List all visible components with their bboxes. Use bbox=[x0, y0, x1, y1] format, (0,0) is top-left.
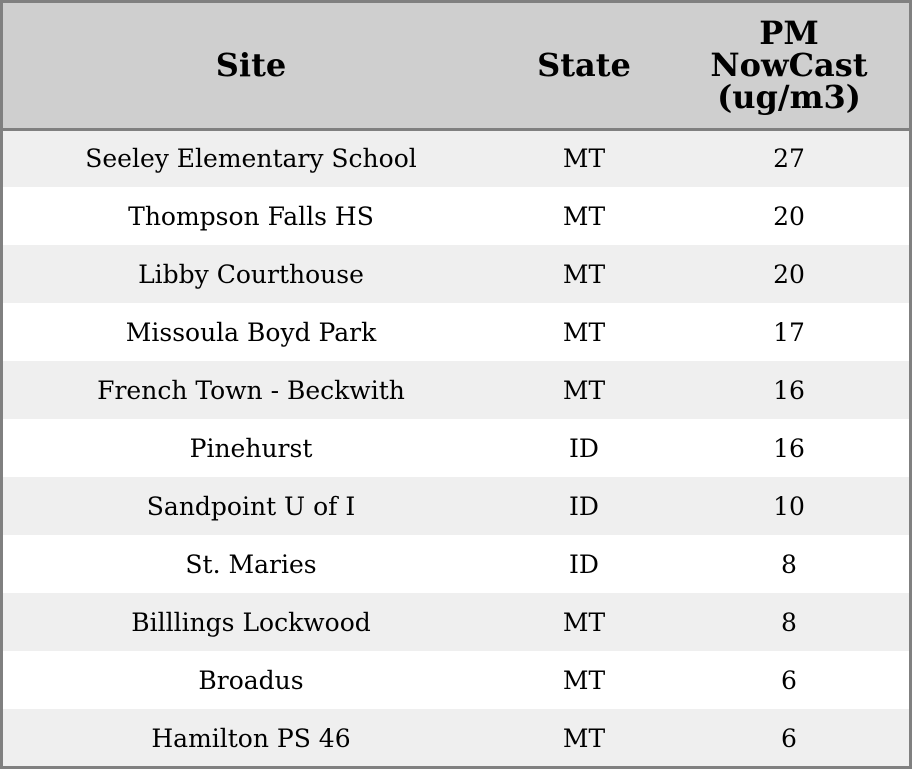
cell-pm: 16 bbox=[773, 375, 805, 405]
table-row bbox=[3, 593, 909, 651]
cell-pm: 10 bbox=[773, 491, 805, 521]
cell-site: St. Maries bbox=[185, 549, 317, 579]
header-pm-line-1: PM bbox=[759, 14, 819, 53]
header-pm-line-3: (ug/m3) bbox=[717, 78, 861, 117]
table-row bbox=[3, 361, 909, 419]
cell-pm: 6 bbox=[781, 665, 797, 695]
table-row bbox=[3, 709, 909, 767]
table-row bbox=[3, 303, 909, 361]
table-header bbox=[3, 3, 909, 129]
cell-state: MT bbox=[562, 317, 606, 347]
table-row bbox=[3, 535, 909, 593]
cell-pm: 16 bbox=[773, 433, 805, 463]
cell-pm: 6 bbox=[781, 723, 797, 753]
header-pm-nowcast bbox=[669, 3, 909, 129]
table-body bbox=[3, 129, 909, 767]
cell-site: Thompson Falls HS bbox=[128, 201, 374, 231]
cell-pm: 8 bbox=[781, 607, 797, 637]
cell-pm: 8 bbox=[781, 549, 797, 579]
pm-nowcast-table bbox=[3, 3, 909, 767]
cell-state: ID bbox=[569, 433, 599, 463]
table-row bbox=[3, 129, 909, 187]
table-row bbox=[3, 187, 909, 245]
cell-state: MT bbox=[562, 144, 606, 174]
cell-pm: 20 bbox=[773, 201, 805, 231]
table-row bbox=[3, 419, 909, 477]
cell-state: MT bbox=[562, 607, 606, 637]
cell-state: MT bbox=[562, 201, 606, 231]
cell-state: MT bbox=[562, 375, 606, 405]
header-site: Site bbox=[3, 3, 499, 129]
table-row bbox=[3, 245, 909, 303]
cell-pm: 20 bbox=[773, 259, 805, 289]
cell-site: Libby Courthouse bbox=[138, 259, 364, 289]
cell-site: Broadus bbox=[198, 665, 304, 695]
cell-site: Missoula Boyd Park bbox=[125, 317, 377, 347]
cell-state: ID bbox=[569, 549, 599, 579]
cell-pm: 27 bbox=[773, 144, 805, 174]
cell-state: MT bbox=[562, 259, 606, 289]
header-pm-line-2: NowCast bbox=[710, 46, 868, 85]
cell-site: Hamilton PS 46 bbox=[151, 723, 351, 753]
cell-state: MT bbox=[562, 723, 606, 753]
cell-site: Seeley Elementary School bbox=[85, 144, 417, 174]
cell-state: MT bbox=[562, 665, 606, 695]
cell-pm: 17 bbox=[773, 317, 805, 347]
cell-site: Billlings Lockwood bbox=[131, 607, 371, 637]
cell-site: Sandpoint U of I bbox=[146, 491, 356, 521]
cell-state: ID bbox=[569, 491, 599, 521]
cell-site: Pinehurst bbox=[189, 433, 313, 463]
table-row bbox=[3, 651, 909, 709]
header-state: State bbox=[499, 3, 669, 129]
table-row bbox=[3, 477, 909, 535]
header-row bbox=[3, 3, 909, 129]
cell-site: French Town - Beckwith bbox=[97, 375, 405, 405]
